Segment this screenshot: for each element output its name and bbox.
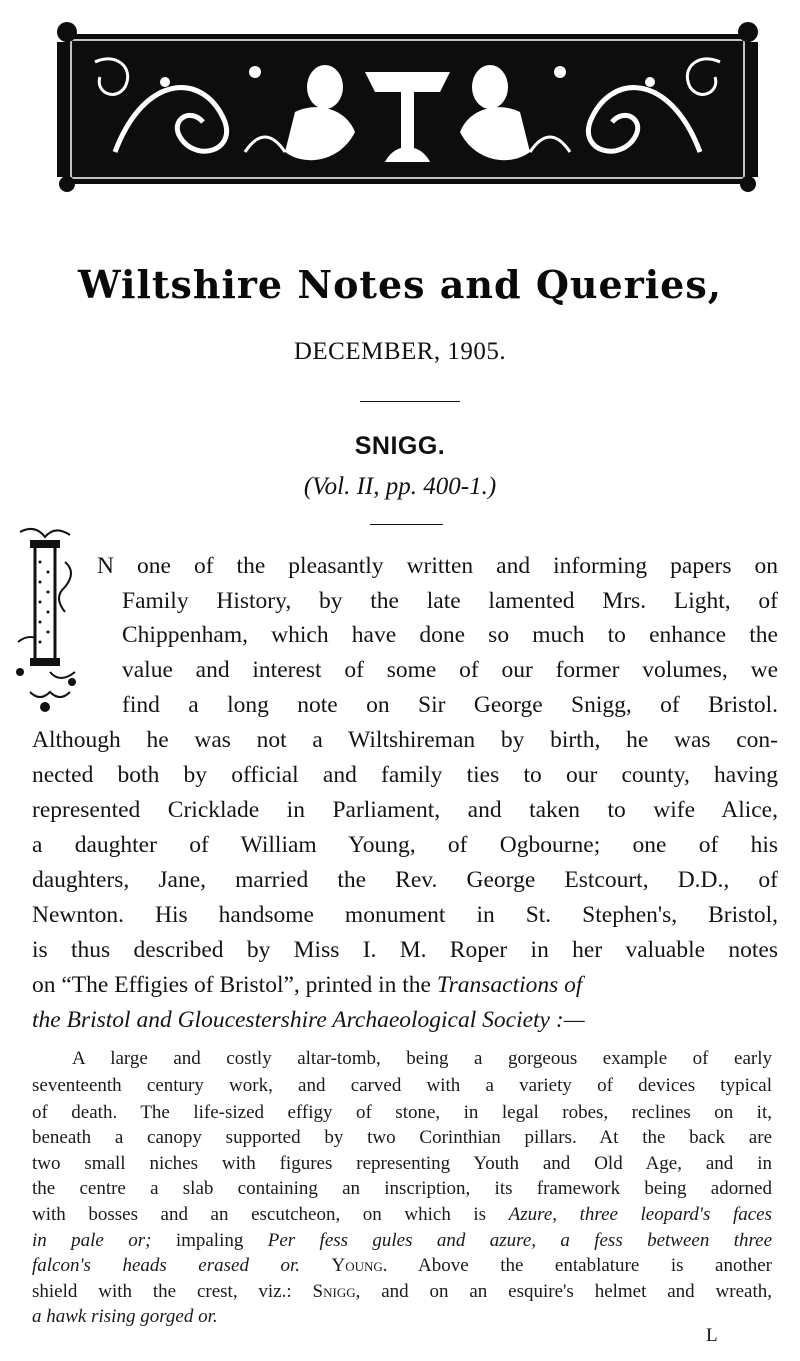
quote-line: two small niches with figures representing Youth and Old Age, and in: [32, 1153, 772, 1174]
quote-line: a hawk rising gorged or.: [32, 1306, 218, 1327]
family-name: Snigg,: [312, 1281, 361, 1302]
quote-text: shield with the crest, viz.:: [32, 1281, 292, 1302]
quote-text: and on an esquire's helmet and wreath,: [381, 1281, 772, 1302]
paragraph-line: find a long note on Sir George Snigg, of Bristol.: [122, 692, 778, 718]
article-title: SNIGG.: [354, 432, 446, 460]
heraldic-blazon: in pale or;: [32, 1230, 152, 1251]
ornamental-headpiece-icon: [55, 12, 760, 192]
quote-line: [32, 1204, 772, 1226]
divider-rule: [360, 401, 460, 402]
paragraph-line: a daughter of William Young, of Ogbourne; one of his: [32, 832, 778, 858]
paragraph-line: represented Cricklade in Parliament, and taken to wife Alice,: [32, 797, 778, 823]
quote-text: impaling: [175, 1230, 244, 1251]
paragraph-line: Newnton. His handsome monument in St. Stephen's, Bristol,: [32, 902, 778, 928]
paragraph-line: nected both by official and family ties to our county, having: [32, 762, 778, 788]
family-name: Young.: [331, 1255, 388, 1276]
paragraph-line: Although he was not a Wiltshireman by birth, he was con-: [32, 727, 778, 753]
quote-line: beneath a canopy supported by two Corinthian pillars. At the back are: [32, 1127, 772, 1148]
journal-citation-line: the Bristol and Gloucestershire Archaeological Society :—: [32, 1007, 585, 1033]
issue-date: DECEMBER, 1905.: [293, 338, 507, 365]
paragraph-line: N one of the pleasantly written and informing papers on: [97, 553, 778, 579]
paragraph-line-text: on “The Effigies of Bristol”, printed in the: [32, 972, 431, 998]
paragraph-line: Chippenham, which have done so much to enhance the: [122, 622, 778, 648]
quote-line: [32, 1255, 772, 1277]
quote-line: [32, 1281, 772, 1303]
quote-line: of death. The life-sized effigy of stone, in legal robes, reclines on it,: [32, 1102, 772, 1123]
quote-line: the centre a slab containing an inscription, its framework being adorned: [32, 1178, 772, 1199]
signature-mark: L: [706, 1325, 718, 1346]
journal-citation: Transactions of: [436, 972, 583, 998]
quote-text: Above the entablature is another: [418, 1255, 772, 1276]
article-reference: (Vol. II, pp. 400-1.): [303, 473, 497, 500]
quote-line: [32, 1230, 772, 1252]
quote-text: with bosses and an escutcheon, on which is: [32, 1204, 487, 1225]
journal-title: Wiltshire Notes and Queries,: [78, 262, 722, 307]
quote-line: A large and costly altar-tomb, being a gorgeous example of early: [72, 1048, 772, 1069]
paragraph-line: is thus described by Miss I. M. Roper in her valuable notes: [32, 937, 778, 963]
heraldic-blazon: Per fess gules and azure, a fess between three: [267, 1230, 773, 1251]
paragraph-line: [32, 972, 778, 999]
heraldic-blazon: falcon's heads erased or.: [32, 1255, 301, 1276]
dropcap-initial: [10, 522, 90, 717]
paragraph-line: Family History, by the late lamented Mrs. Light, of: [122, 588, 778, 614]
ornamental-headpiece: [55, 12, 760, 192]
heraldic-blazon: Azure, three leopard's faces: [508, 1204, 772, 1225]
divider-rule: [370, 524, 443, 525]
paragraph-line: value and interest of some of our former volumes, we: [122, 657, 778, 683]
paragraph-line: daughters, Jane, married the Rev. George Estcourt, D.D., of: [32, 867, 778, 893]
decorated-initial-icon: [10, 522, 90, 717]
quote-line: seventeenth century work, and carved with a variety of devices typical: [32, 1075, 772, 1096]
